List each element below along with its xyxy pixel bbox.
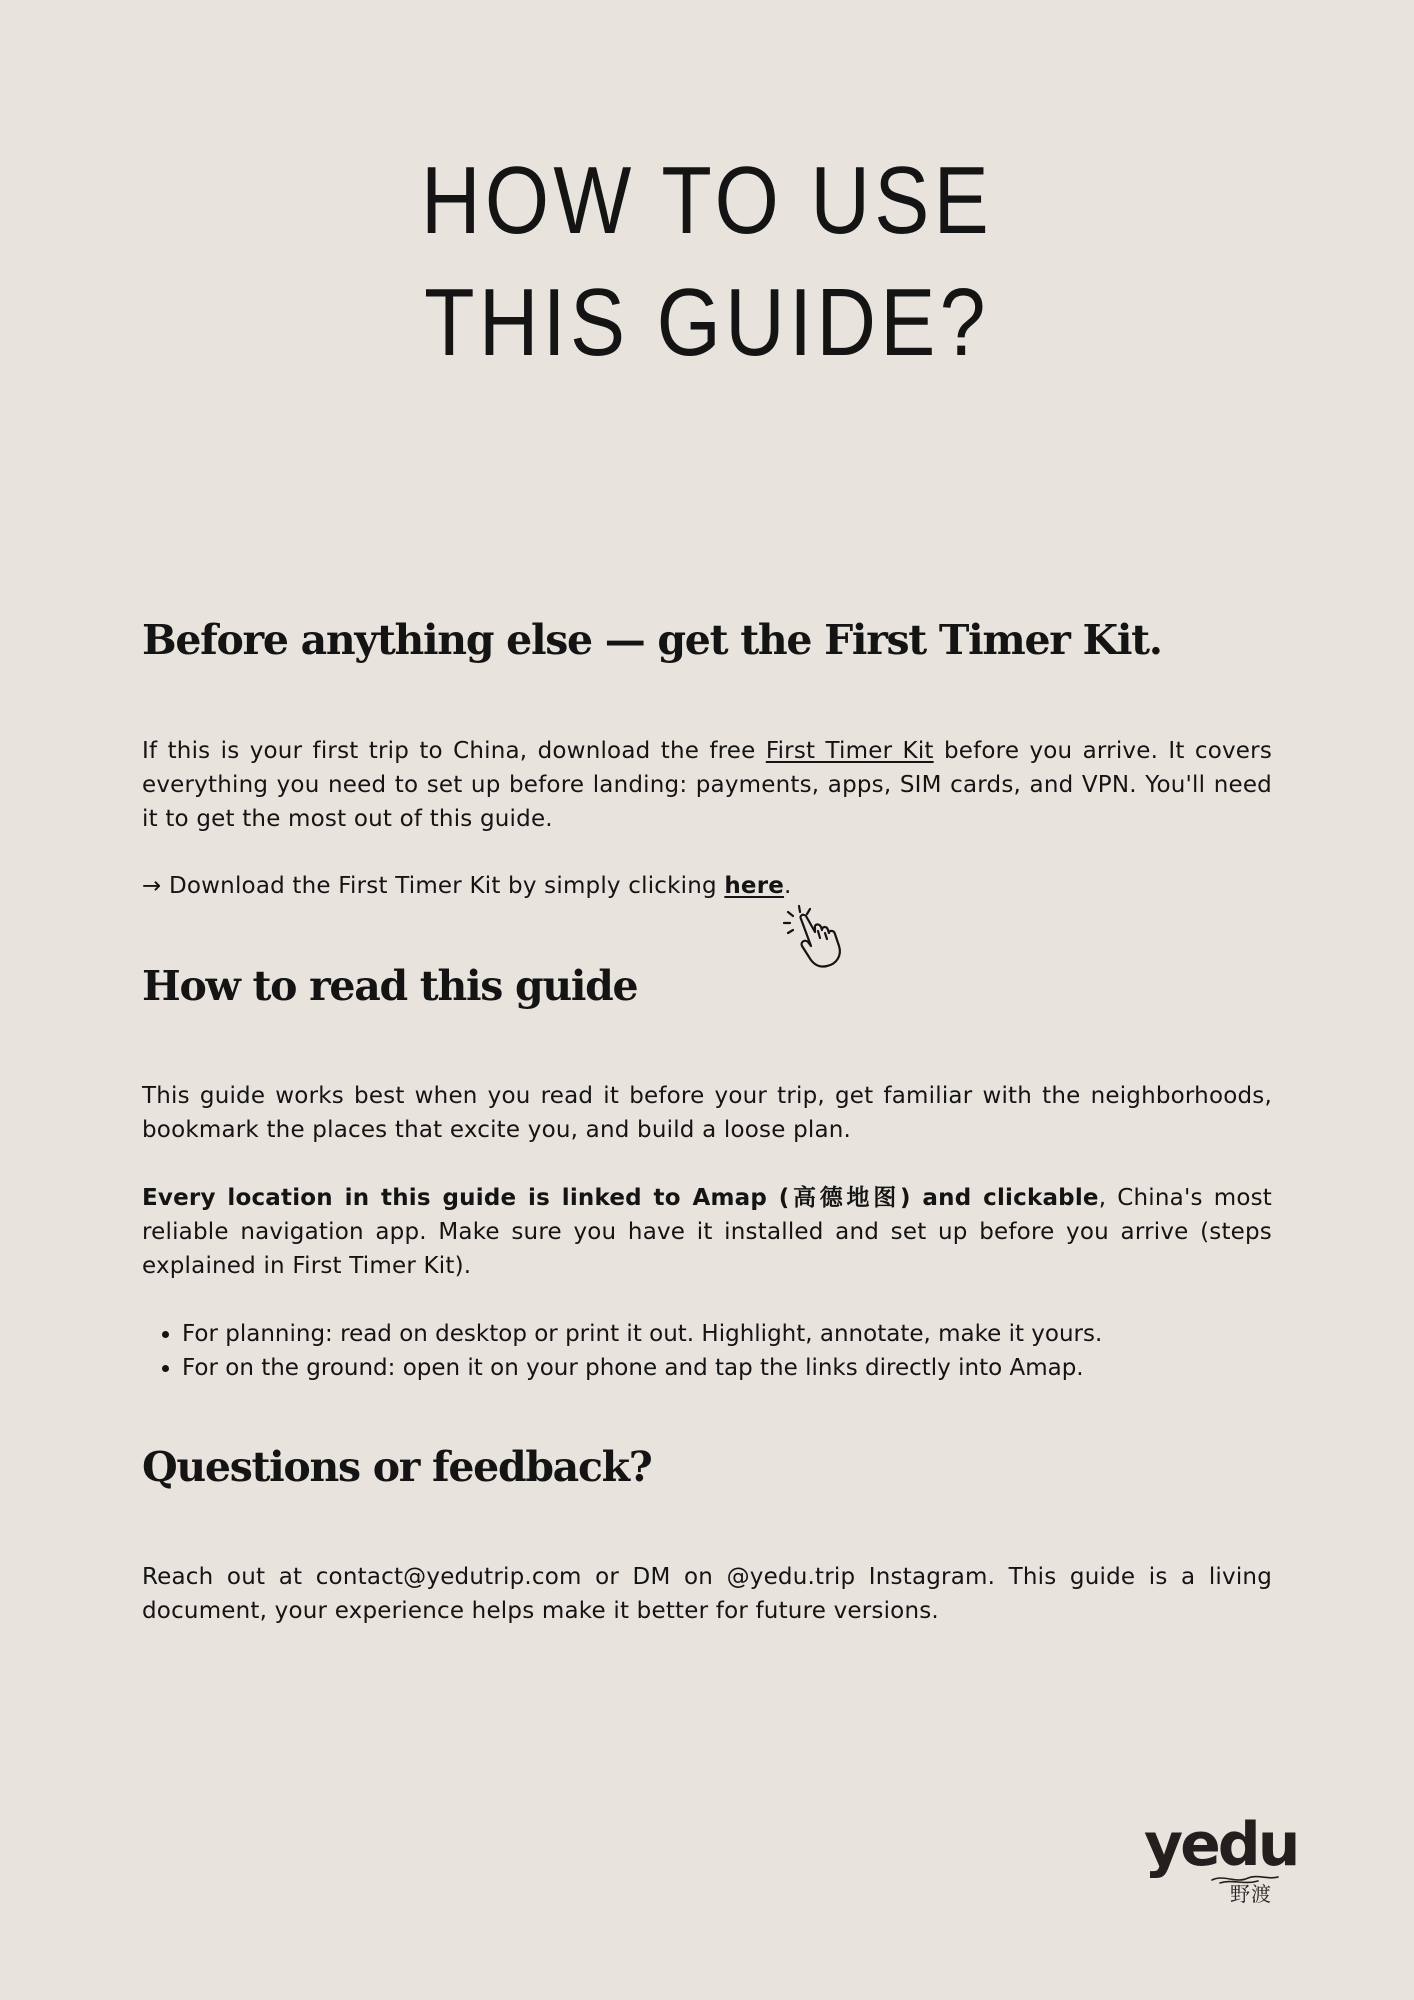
read-paragraph-2-rest: , China's most reliable navigation app. Make sure you have it installed and set up before you arrive (steps explained in First Timer Kit).: [142, 1185, 1272, 1279]
kit-heading: Before anything else — get the First Timer Kit.: [142, 616, 1162, 664]
usage-bullet-list: [142, 1317, 1312, 1385]
kit-download-line: [142, 869, 1272, 903]
page-title: [99, 140, 1315, 384]
questions-heading: Questions or feedback?: [142, 1443, 652, 1491]
read-heading: How to read this guide: [142, 962, 638, 1010]
first-timer-kit-link[interactable]: First Timer Kit: [765, 738, 934, 764]
kit-paragraph-text-1: If this is your first trip to China, download the free: [142, 738, 766, 764]
page-title-line-2: THIS GUIDE?: [424, 269, 990, 376]
kit-download-text: → Download the First Timer Kit by simply clicking: [142, 873, 725, 899]
amap-bold-statement: Every location in this guide is linked to Amap (高德地图) and clickable: [142, 1185, 1099, 1211]
questions-paragraph: Reach out at contact@yedutrip.com or DM on @yedu.trip Instagram. This guide is a living document, your experience helps make it better for future versions.: [142, 1564, 1272, 1624]
list-item: • For on the ground: open it on your phone and tap the links directly into Amap.: [182, 1351, 1312, 1385]
kit-download-suffix: .: [784, 873, 792, 899]
logo-wordmark: yedu: [1144, 1810, 1298, 1880]
download-here-link[interactable]: here: [724, 873, 785, 899]
read-paragraph-2: [142, 1181, 1272, 1283]
yedu-logo: [1140, 1810, 1298, 1922]
read-paragraph-1: This guide works best when you read it before your trip, get familiar with the neighborhoods, bookmark the places that excite you, and build a loose plan.: [142, 1083, 1272, 1143]
list-item: • For planning: read on desktop or print it out. Highlight, annotate, make it yours.: [182, 1317, 1312, 1351]
kit-paragraph: [142, 734, 1272, 836]
page-title-line-1: HOW TO USE: [420, 147, 994, 254]
kit-paragraph-text-2: before you arrive. It covers everything you need to set up before landing: payments, apps, SIM cards, and VPN. You'll need it to get the most out of this guide.: [142, 738, 1272, 832]
logo-chinese: 野渡: [1230, 1882, 1272, 1906]
